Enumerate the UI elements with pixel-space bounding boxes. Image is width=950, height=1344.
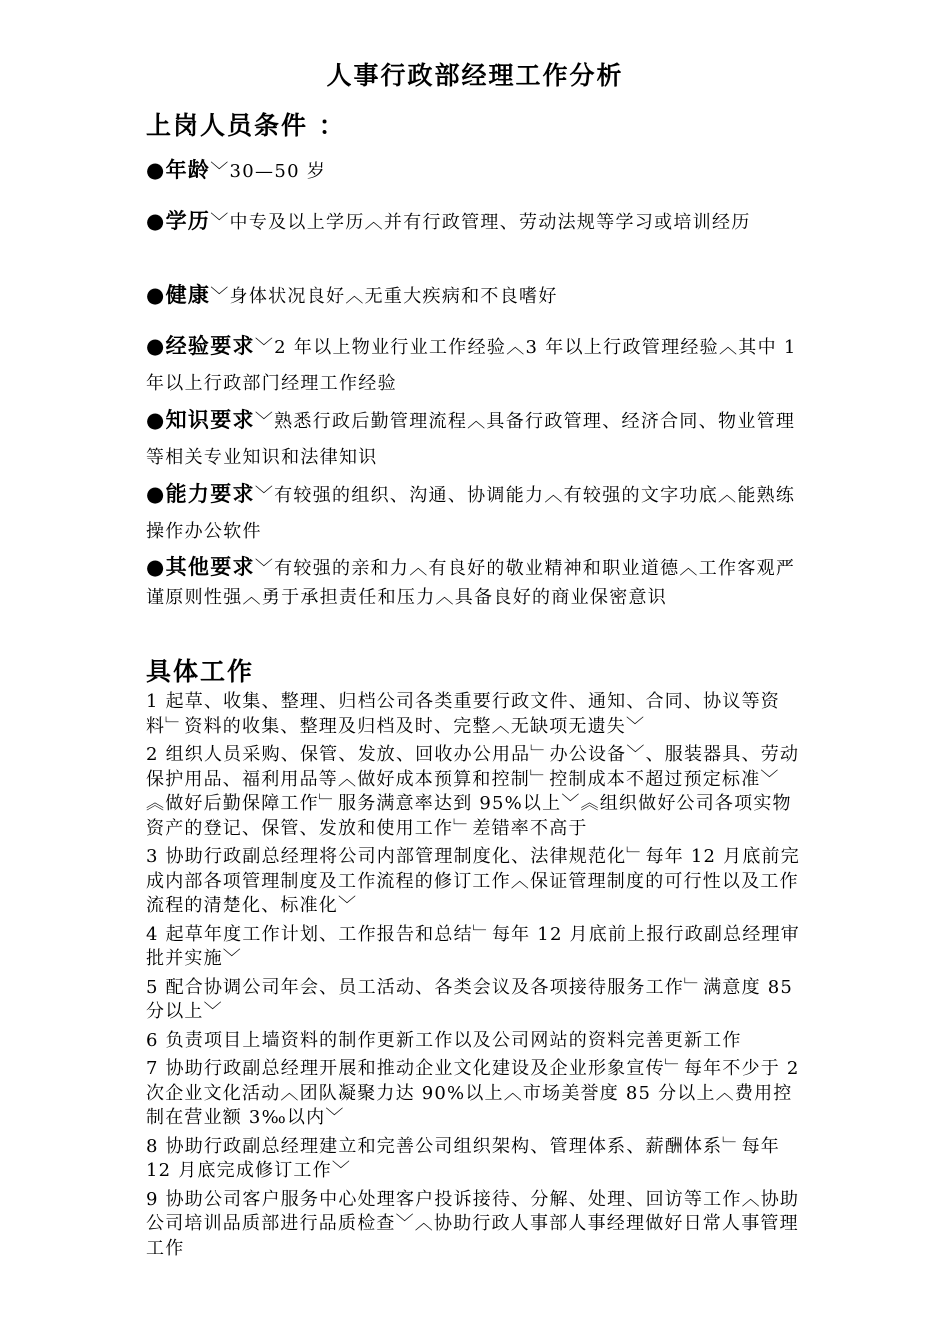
condition-label: ●能力要求 bbox=[146, 481, 255, 506]
document-title: 人事行政部经理工作分析 bbox=[326, 61, 624, 90]
condition-label: ●年龄 bbox=[146, 157, 211, 182]
condition-health bbox=[146, 277, 811, 315]
condition-education bbox=[146, 203, 811, 241]
condition-other bbox=[146, 552, 811, 612]
condition-knowledge bbox=[146, 402, 811, 476]
condition-text: ﹀熟悉行政后勤管理流程︿具备行政管理、经济合同、物业管理等相关专业知识和法律知识 bbox=[146, 411, 796, 468]
condition-experience bbox=[146, 328, 811, 402]
condition-label: ●其他要求 bbox=[146, 554, 255, 579]
duty-item: 3 协助行政副总经理将公司内部管理制度化、法律规范化﹂每年 12 月底前完成内部各项管理制度及工作流程的修订工作︿保证管理制度的可行性以及工作流程的清楚化、标准化﹀ bbox=[146, 846, 800, 916]
condition-text: ﹀有较强的亲和力︿有良好的敬业精神和职业道德︿工作客观严谨原则性强︿勇于承担责任和压力︿具备良好的商业保密意识 bbox=[146, 558, 796, 608]
condition-age bbox=[146, 152, 811, 190]
condition-label: ●经验要求 bbox=[146, 333, 255, 358]
duty-item: 9 协助公司客户服务中心处理客户投诉接待、分解、处理、回访等工作︿协助公司培训品质部进行品质检查﹀︿协助行政人事部人事经理做好日常人事管理工作 bbox=[146, 1188, 800, 1259]
duty-item: 2 组织人员采购、保管、发放、回收办公用品﹂办公设备﹀、服装器具、劳动保护用品、福利用品等︿做好成本预算和控制﹂控制成本不超过预定标准﹀︽做好后勤保障工作﹂服务满意率达到 95%以上﹀︽组织做好公司各项实物资产的登记、保管、发放和使用工作﹂差错率不高于 bbox=[146, 744, 800, 839]
duty-item: 8 协助行政副总经理建立和完善公司组织架构、管理体系、薪酬体系﹂每年 12 月底完成修订工作﹀ bbox=[146, 1135, 780, 1181]
conditions-heading: 上岗人员条件 ： bbox=[146, 111, 346, 140]
condition-text: ﹀中专及以上学历︿并有行政管理、劳动法规等学习或培训经历 bbox=[210, 212, 751, 233]
duty-item: 4 起草年度工作计划、工作报告和总结﹂每年 12 月底前上报行政副总经理审批并实施﹀ bbox=[146, 923, 800, 969]
duties-heading: 具体工作 bbox=[146, 657, 255, 686]
condition-text: ﹀有较强的组织、沟通、协调能力︿有较强的文字功底︿能熟练操作办公软件 bbox=[146, 485, 796, 542]
duty-item: 5 配合协调公司年会、员工活动、各类会议及各项接待服务工作﹂满意度 85 分以上﹀ bbox=[146, 976, 793, 1022]
condition-label: ●健康 bbox=[146, 282, 211, 307]
condition-text: ﹀2 年以上物业行业工作经验︿3 年以上行政管理经验︿其中 1 年以上行政部门经理工作经验 bbox=[146, 337, 797, 394]
condition-label: ●学历 bbox=[146, 208, 211, 233]
condition-ability bbox=[146, 476, 811, 550]
duty-item: 6 负责项目上墙资料的制作更新工作以及公司网站的资料完善更新工作 bbox=[146, 1029, 742, 1051]
duty-item: 1 起草、收集、整理、归档公司各类重要行政文件、通知、合同、协议等资料﹂资料的收集、整理及归档及时、完整︿无缺项无遗失﹀ bbox=[146, 691, 780, 737]
duty-item: 7 协助行政副总经理开展和推动企业文化建设及企业形象宣传﹂每年不少于 2 次企业文化活动︿团队凝聚力达 90%以上︿市场美誉度 85 分以上︿费用控制在营业额 3‰以内﹀ bbox=[146, 1058, 800, 1128]
duties-list bbox=[146, 690, 806, 1265]
condition-label: ●知识要求 bbox=[146, 407, 255, 432]
condition-text: ﹀身体状况良好︿无重大疾病和不良嗜好 bbox=[210, 286, 558, 307]
condition-text: ﹀30—50 岁 bbox=[210, 161, 327, 182]
